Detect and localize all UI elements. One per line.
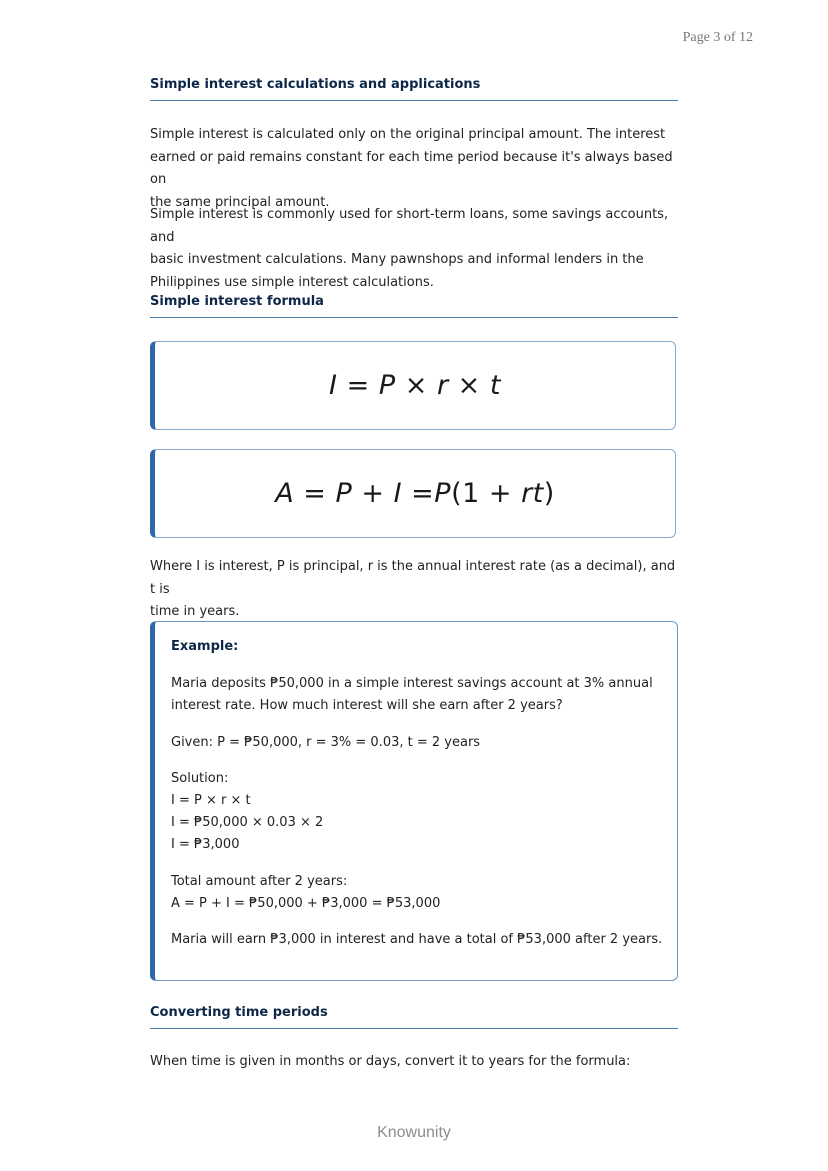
formula-box-amount xyxy=(150,449,676,538)
example-problem-line: interest rate. How much interest will she earn after 2 years? xyxy=(171,698,563,713)
formula-operator: = xyxy=(411,478,435,509)
footer-brand: Knowunity xyxy=(377,1124,451,1141)
example-solution-line: I = ₱50,000 × 0.03 × 2 xyxy=(171,815,324,830)
paragraph-converting: When time is given in months or days, convert it to years for the formula: xyxy=(150,1054,631,1069)
example-conclusion: Maria will earn ₱3,000 in interest and have a total of ₱53,000 after 2 years. xyxy=(171,932,663,947)
formula-symbol: r xyxy=(436,370,449,401)
text-line: basic investment calculations. Many pawnshops and informal lenders in the xyxy=(150,252,644,267)
paragraph-formula-explanation xyxy=(150,556,678,624)
example-title: Example: xyxy=(171,639,239,654)
formula-operator: = xyxy=(303,478,327,509)
formula-interest xyxy=(329,370,501,401)
example-solution-line: Solution: xyxy=(171,771,229,786)
formula-paren-open: (1 + xyxy=(451,478,522,509)
formula-symbol: P xyxy=(434,478,452,509)
text-line: Philippines use simple interest calculations. xyxy=(150,274,434,290)
formula-operator: × xyxy=(404,370,428,401)
formula-symbol: P xyxy=(335,478,353,509)
example-solution-line: I = P × r × t xyxy=(171,793,251,808)
text-line: earned or paid remains constant for each time period because it's always based on xyxy=(150,149,673,187)
example-total-line: Total amount after 2 years: xyxy=(171,874,348,889)
text-line: time in years. xyxy=(150,604,240,619)
text-line: Simple interest is calculated only on the original principal amount. The interest xyxy=(150,127,666,142)
text-line: Where I is interest, P is principal, r is the annual interest rate (as a decimal), and t is xyxy=(150,559,676,597)
formula-symbol: t xyxy=(489,370,501,401)
example-total-line: A = P + I = ₱50,000 + ₱3,000 = ₱53,000 xyxy=(171,896,441,911)
formula-operator: = xyxy=(346,370,370,401)
formula-symbol: I xyxy=(393,478,403,509)
formula-symbol: A xyxy=(275,478,295,509)
section-heading-formula: Simple interest formula xyxy=(150,294,678,318)
formula-symbol: I xyxy=(329,370,338,401)
example-solution-line: I = ₱3,000 xyxy=(171,837,240,852)
formula-box-interest xyxy=(150,341,676,430)
example-problem-line: Maria deposits ₱50,000 in a simple interest savings account at 3% annual xyxy=(171,676,653,691)
section-heading-simple-interest: Simple interest calculations and applications xyxy=(150,77,678,101)
formula-amount xyxy=(275,478,555,509)
example-given: Given: P = ₱50,000, r = 3% = 0.03, t = 2 years xyxy=(171,735,481,750)
text-line: Simple interest is commonly used for short-term loans, some savings accounts, and xyxy=(150,207,669,245)
paragraph-simple-interest-definition xyxy=(150,124,678,214)
text-line: the same principal amount. xyxy=(150,194,330,210)
formula-symbol: P xyxy=(378,370,396,401)
formula-operator: + xyxy=(361,478,385,509)
formula-paren-close: ) xyxy=(543,478,555,509)
paragraph-simple-interest-usage xyxy=(150,204,678,294)
example-box xyxy=(150,621,678,981)
formula-operator: × xyxy=(457,370,481,401)
formula-symbol: rt xyxy=(521,478,544,509)
page-number: Page 3 of 12 xyxy=(682,30,753,45)
section-heading-converting: Converting time periods xyxy=(150,1005,678,1029)
